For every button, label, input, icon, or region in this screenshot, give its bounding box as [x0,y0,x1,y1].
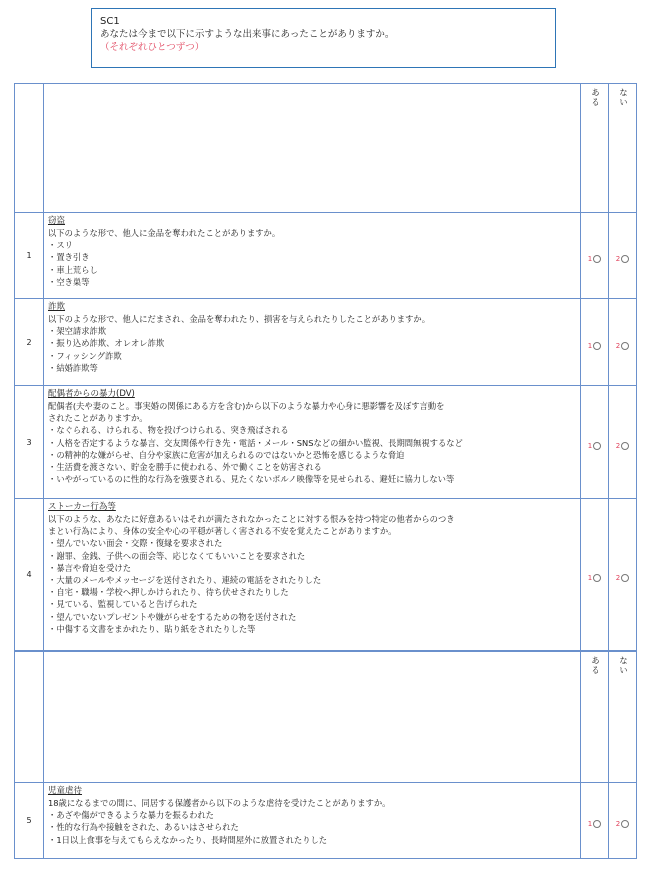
table-row [15,299,637,386]
header-yes: ある [581,84,609,213]
header-no: ない [609,84,637,213]
radio-no[interactable]: 2 [616,574,629,582]
radio-circle-icon [593,574,601,582]
row-desc: 以下のような形で、他人に金品を奪われたことがありますか。 [48,228,281,238]
row-items: ・ 望んでいない面会・交際・復縁を要求された ・ 謝罪、金銭、子供への面会等、応じなくてもいいことを要求された ・ 暴言や脅迫を受けた ・ 大量のメールやメッセージを送付されたり、連続の電話をされたりした ・ 自宅・職場・学校へ押しかけられたり、待ち伏せされたりした ・ 見ている、監視していると告げられた ・ 望んでいないプレゼントや嫌がらせをするための物を送付された ・ 中傷する文書をまかれたり、貼り紙をされたりした等 [48,537,576,635]
header-yes: ある [581,652,609,783]
row-desc: 以下のような形で、他人にだまされ、金品を奪われたり、損害を与えられたりしたことがありますか。 [48,314,430,324]
radio-no[interactable]: 2 [616,255,629,263]
header-row [15,84,637,213]
header-no: ない [609,652,637,783]
row-title: 詐欺 [48,302,66,312]
row-desc: まとい行為により、身体の安全や心の平穏が著しく害される不安を覚えたことがありますか。 [48,526,397,537]
radio-circle-icon [621,255,629,263]
row-desc: 18歳になるまでの間に、同居する保護者から以下のような虐待を受けたことがありますか。 [48,798,391,808]
radio-no[interactable]: 2 [616,442,629,450]
row-items: ・ なぐられる、けられる、物を投げつけられる、突き飛ばされる ・ 人格を否定するような暴言、交友関係や行き先・電話・メール・SNSなどの細かい監視、長期間無視するなど ・ の精神的な嫌がらせ、自分や家族に危害が加えられるのではないかと恐怖を感じるような脅迫 ・ 生活費を渡さない、貯金を勝手に使われる、外で働くことを妨害される ・ いやがっているのに性的な行為を強要される、見たくないポルノ映像等を見せられる、避妊に協力しない等 [48,424,576,485]
header-row [15,652,637,783]
question-table-1 [14,83,637,651]
radio-yes[interactable]: 1 [588,255,601,263]
radio-yes[interactable]: 1 [588,574,601,582]
row-desc: 配偶者(夫や妻のこと。事実婚の関係にある方を含む)から以下のような暴力や心身に悪影響を及ぼす言動を [48,401,445,411]
row-items: ・ あざや傷ができるような暴力を振るわれた ・ 性的な行為や接触をされた、あるいはさせられた ・ 1日以上食事を与えてもらえなかったり、長時間屋外に放置されたりした [48,809,576,846]
radio-yes[interactable]: 1 [588,442,601,450]
table-row [15,783,637,859]
table-row [15,386,637,499]
row-title: 児童虐待 [48,786,83,796]
question-text: あなたは今まで以下に示すような出来事にあったことがありますか。 [100,29,395,40]
radio-yes[interactable]: 1 [588,820,601,828]
radio-circle-icon [621,342,629,350]
row-desc: されたことがありますか。 [48,413,148,424]
radio-no[interactable]: 2 [616,820,629,828]
row-number: 5 [15,783,44,859]
row-number: 1 [15,213,44,299]
row-number: 3 [15,386,44,499]
radio-circle-icon [593,342,601,350]
table-row [15,499,637,651]
radio-circle-icon [593,442,601,450]
question-note: （それぞれひとつずつ） [100,42,205,53]
radio-yes[interactable]: 1 [588,342,601,350]
row-title: ストーカー行為等 [48,502,116,512]
row-number: 4 [15,499,44,651]
row-number: 2 [15,299,44,386]
table-row [15,213,637,299]
radio-circle-icon [621,574,629,582]
row-title: 窃盗 [48,216,66,226]
row-desc: 以下のような、あなたに好意あるいはそれが満たされなかったことに対する恨みを持つ特定の他者からのつき [48,514,455,524]
row-items: ・ スリ ・ 置き引き ・ 車上荒らし ・ 空き巣等 [48,239,576,288]
row-title: 配偶者からの暴力(DV) [48,389,135,399]
radio-circle-icon [621,820,629,828]
radio-circle-icon [621,442,629,450]
radio-circle-icon [593,820,601,828]
row-items: ・ 架空請求詐欺 ・ 振り込め詐欺、オレオレ詐欺 ・ フィッシング詐欺 ・ 結婚詐欺等 [48,325,576,374]
question-table-2 [14,651,637,859]
radio-circle-icon [593,255,601,263]
radio-no[interactable]: 2 [616,342,629,350]
question-code: SC1 [100,16,120,27]
question-box [91,8,556,68]
